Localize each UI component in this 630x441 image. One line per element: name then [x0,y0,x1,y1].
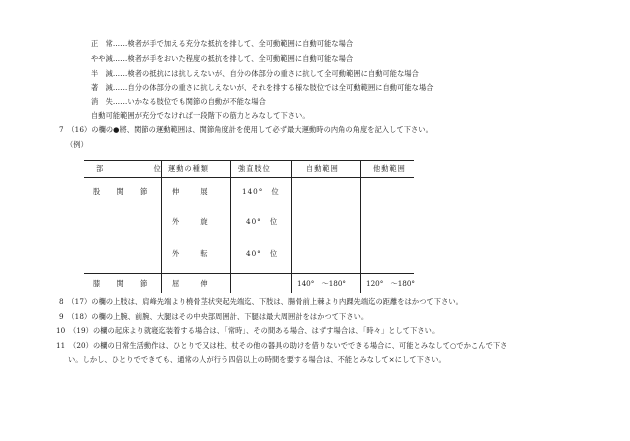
table-row-rule [84,273,414,274]
level-desc: ……検者が手で加える充分な抵抗を排して、全可動範囲に自動可能な場合 [112,39,354,48]
level-term: 正 常 [91,39,113,48]
level-term: 半 減 [91,69,113,78]
row-part: 股 関 節 [93,187,155,196]
level-desc: ……検者が手をおいた程度の抵抗を排して、全可動範囲に自動可能な場合 [112,54,354,63]
table-header-rule [84,177,414,178]
row-motion: 外 旋 [172,217,215,226]
level-desc: ……検者の抵抗には抗しえないが、自分の体部分の重さに抗して全可動範囲に自動可能な場合 [112,69,419,78]
level-term: 著 減 [91,83,113,92]
item-10-text: 10 （19）の欄の起床より就寝迄装着する場合は、「常時」、その間ある場合、はずす場合は、「時々」として下さい。 [56,326,440,335]
row-passive: 120° ～180° [366,279,416,288]
level-row [91,97,266,106]
table-col-rule [161,160,162,293]
level-desc: ……いかなる肢位でも関節の自動が不能な場合 [112,97,266,106]
row-part: 膝 関 節 [93,279,155,288]
header-part: 部 位 [96,164,173,173]
table-top-rule [84,160,414,161]
table-col-rule [291,160,292,293]
item-11-text: 11 （20）の欄の日常生活動作は、ひとりで又は柱、杖その他の器具の助けを借りないでできる場合に、可能とみなして○でかこんで下さ [56,341,508,350]
row-motion: 屈 伸 [172,279,215,288]
row-active: 140° ～180° [297,279,347,288]
header-motion: 運動の種類 [168,164,209,173]
level-row [91,69,419,78]
item-7-text: 7 （16）の欄の●將、関節の運動範囲は、関節角度計を使用して必ず最大運動時の内角の角度を記入して下さい。 [59,125,433,134]
level-row [91,83,434,92]
range-of-motion-table [84,160,414,293]
row-ankylosis: 40° 位 [246,217,279,226]
example-label: （例） [66,140,88,149]
header-ankylosis: 強直肢位 [238,164,271,173]
header-active: 自動範囲 [306,164,339,173]
level-row [91,54,353,63]
table-col-rule [230,160,231,293]
table-col-rule [360,160,361,293]
row-motion: 伸 展 [172,187,215,196]
level-term: やや減 [91,54,113,63]
level-row [91,39,353,48]
item-8-text: 8 （17）の欄の上肢は、肩峰先端より橈骨茎状突起先端迄、下肢は、腸骨前上棘より内踝先端迄の距離をはかつて下さい。 [59,297,463,306]
level-term: 消 失 [91,97,113,106]
level-desc: ……自分の体部分の重さに抗しえないが、それを排する様な肢位では全可動範囲に自動可能な場合 [112,83,434,92]
item-9-text: 9 （18）の欄の上腕、前腕、大腿はその中央部周囲計、下腿は最大周囲計をはかつて下さい。 [59,312,369,321]
row-motion: 外 転 [172,249,215,258]
row-ankylosis: 40° 位 [246,249,279,258]
note-text: 自動可能範囲が充分でなければ一段階下の筋力とみなして下さい。 [91,111,310,120]
header-passive: 他動範囲 [373,164,406,173]
item-11-continued: い。しかし、ひとりでできても、通常の人が行う四倍以上の時間を要する場合は、不能とみなして×にして下さい。 [68,355,446,364]
row-ankylosis: 140° 位 [242,187,280,196]
